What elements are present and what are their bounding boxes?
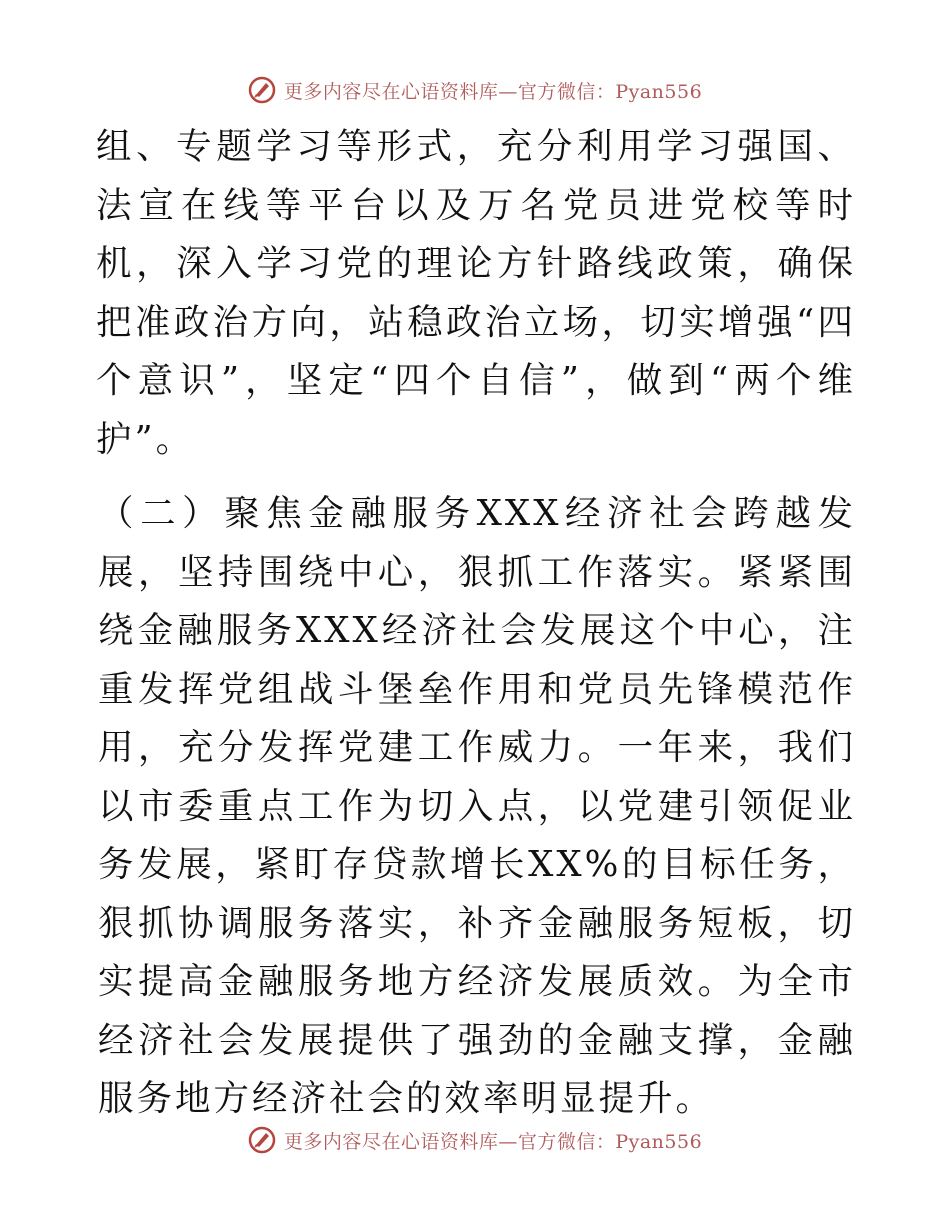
red-stamp-logo-icon xyxy=(248,1126,276,1154)
red-stamp-logo-icon xyxy=(248,76,276,104)
header-banner xyxy=(0,72,950,108)
paragraph-2: （二）聚焦金融服务XXX经济社会跨越发展，坚持围绕中心，狠抓工作落实。紧紧围绕金融服务XXX经济社会发展这个中心，注重发挥党组战斗堡垒作用和党员先锋模范作用，充分发挥党建工作威力。一年来，我们以市委重点工作为切入点，以党建引领促业务发展，紧盯存贷款增长XX%的目标任务，狠抓协调服务落实，补齐金融服务短板，切实提高金融服务地方经济发展质效。为全市经济社会发展提供了强劲的金融支撑，金融服务地方经济社会的效率明显提升。 xyxy=(98,493,856,1119)
document-body xyxy=(96,118,856,1129)
footer-banner xyxy=(0,1122,950,1158)
paragraph-1: 组、专题学习等形式，充分利用学习强国、法宣在线等平台以及万名党员进党校等时机，深入学习党的理论方针路线政策，确保把准政治方向，站稳政治立场，切实增强“四个意识”，坚定“四个自信”，做到“两个维护”。 xyxy=(96,126,856,460)
footer-banner-text: 更多内容尽在心语资料库—官方微信：Pyan556 xyxy=(283,1130,703,1153)
header-banner-text: 更多内容尽在心语资料库—官方微信：Pyan556 xyxy=(283,80,703,103)
